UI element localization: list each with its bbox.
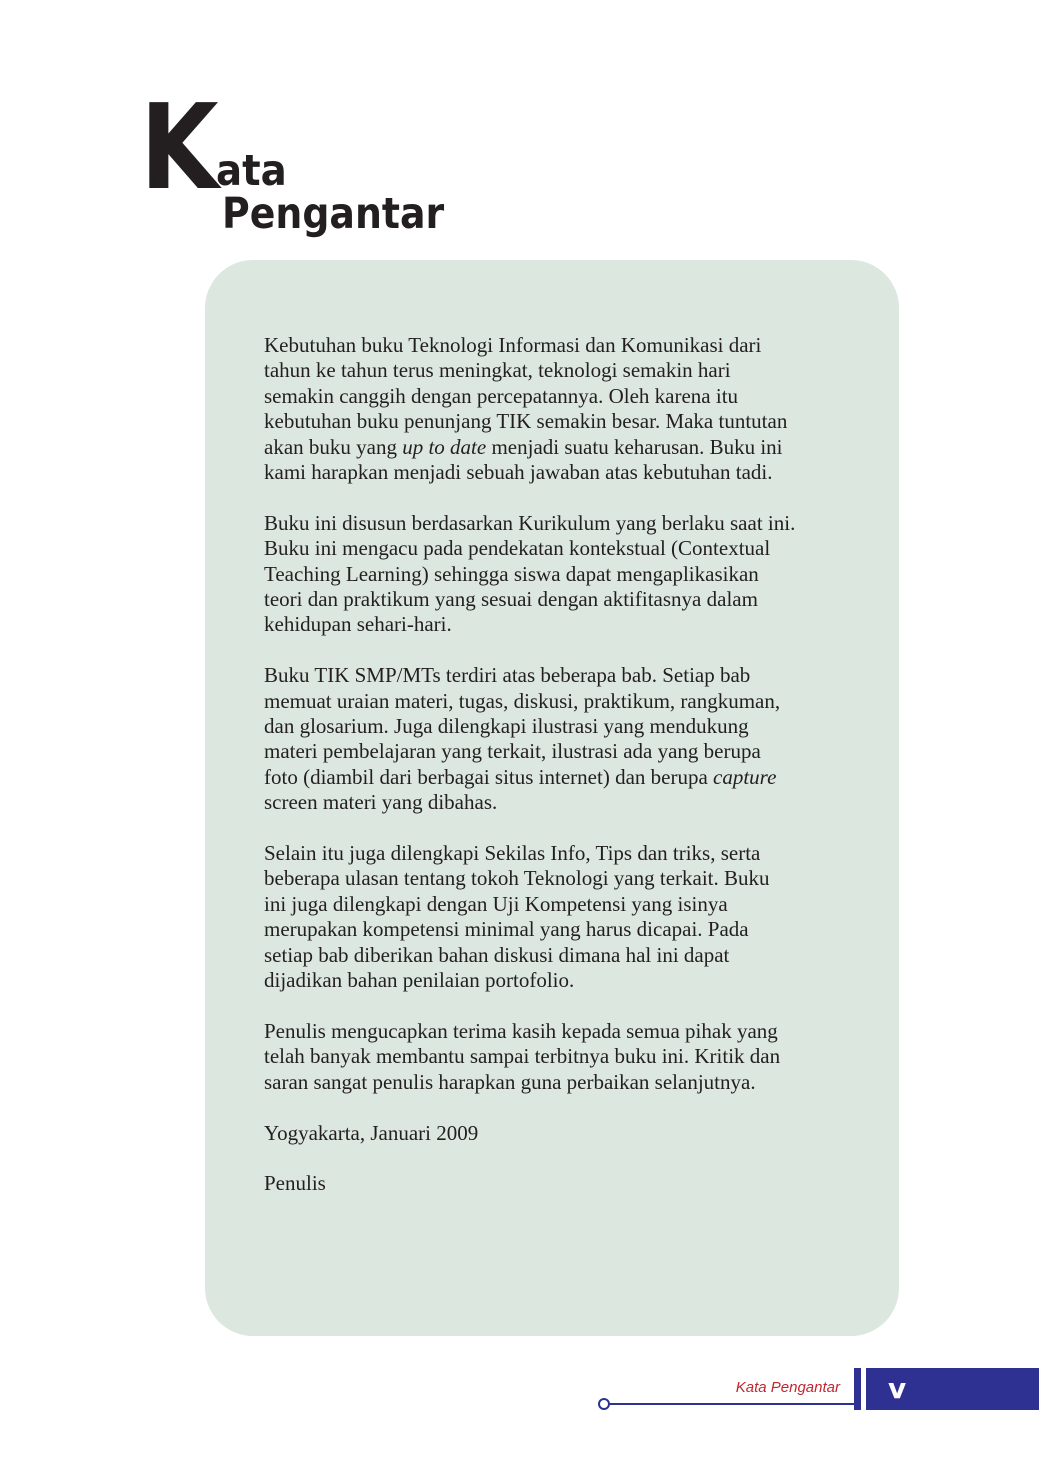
text-line — [264, 1019, 864, 1044]
footer-rule-endpoint — [598, 1398, 610, 1410]
text-segment: saran sangat penulis harapkan guna perbaikan selanjutnya. — [264, 1069, 756, 1094]
text-segment: merupakan kompetensi minimal yang harus dicapai. Pada — [264, 917, 749, 942]
text-line — [264, 511, 864, 536]
text-segment: tahun ke tahun terus meningkat, teknologi semakin hari — [264, 358, 731, 383]
text-line — [264, 587, 864, 612]
text-segment: foto (diambil dari berbagai situs internet) dan berupa — [264, 764, 714, 789]
text-line — [264, 435, 864, 460]
text-segment: menjadi suatu keharusan. Buku ini — [486, 434, 783, 459]
text-line — [264, 689, 864, 714]
page-number: v — [888, 1372, 907, 1405]
text-segment: kami harapkan menjadi sebuah jawaban atas kebutuhan tadi. — [264, 460, 773, 485]
text-segment: Buku TIK SMP/MTs terdiri atas beberapa bab. Setiap bab — [264, 663, 751, 688]
text-segment: screen materi yang dibahas. — [264, 790, 498, 815]
text-line — [264, 460, 864, 485]
chapter-title — [140, 78, 560, 248]
text-segment: telah banyak membantu sampai terbitnya buku ini. Kritik dan — [264, 1044, 781, 1069]
paragraph — [264, 1019, 864, 1095]
text-line — [264, 943, 864, 968]
text-line — [264, 968, 864, 993]
text-segment: Yogyakarta, Januari 2009 — [264, 1120, 479, 1145]
text-segment: kehidupan sehari-hari. — [264, 612, 452, 637]
text-line — [264, 714, 864, 739]
text-line — [264, 892, 864, 917]
paragraph — [264, 1171, 864, 1196]
text-segment: dan glosarium. Juga dilengkapi ilustrasi yang mendukung — [264, 714, 749, 739]
text-line — [264, 866, 864, 891]
text-line — [264, 790, 864, 815]
text-line — [264, 409, 864, 434]
text-line — [264, 841, 864, 866]
footer-rule — [604, 1403, 855, 1405]
text-line — [264, 536, 864, 561]
text-segment: memuat uraian materi, tugas, diskusi, praktikum, rangkuman, — [264, 688, 781, 713]
text-segment: dijadikan bahan penilaian portofolio. — [264, 968, 575, 993]
paragraph — [264, 333, 864, 485]
text-segment: akan buku yang — [264, 434, 403, 459]
text-segment: Teaching Learning) sehingga siswa dapat mengaplikasikan — [264, 561, 759, 586]
title-second-word: Pengantar — [222, 189, 445, 239]
text-line — [264, 612, 864, 637]
text-segment: Penulis — [264, 1171, 326, 1196]
footer-accent-bar — [854, 1368, 861, 1410]
paragraph — [264, 841, 864, 993]
text-line — [264, 1121, 864, 1146]
text-line — [264, 1070, 864, 1095]
paragraph — [264, 1121, 864, 1146]
italic-term: up to date — [402, 434, 487, 459]
text-line — [264, 739, 864, 764]
text-line — [264, 358, 864, 383]
text-line — [264, 1171, 864, 1196]
text-segment: teori dan praktikum yang sesuai dengan aktifitasnya dalam — [264, 587, 758, 612]
text-segment: Buku ini mengacu pada pendekatan kontekstual (Contextual — [264, 536, 771, 561]
text-segment: ini juga dilengkapi dengan Uji Kompetensi yang isinya — [264, 891, 728, 916]
text-line — [264, 917, 864, 942]
italic-term: capture — [713, 764, 777, 789]
text-segment: Penulis mengucapkan terima kasih kepada semua pihak yang — [264, 1018, 778, 1043]
text-line — [264, 765, 864, 790]
paragraph — [264, 663, 864, 815]
text-line — [264, 1044, 864, 1069]
text-segment: Buku ini disusun berdasarkan Kurikulum yang berlaku saat ini. — [264, 510, 796, 535]
text-segment: Kebutuhan buku Teknologi Informasi dan Komunikasi dari — [264, 333, 762, 357]
text-line — [264, 562, 864, 587]
title-first-word-rest: ata — [216, 146, 287, 196]
text-line — [264, 663, 864, 688]
text-line — [264, 333, 864, 358]
paragraph — [264, 511, 864, 638]
footer-section-label: Kata Pengantar — [735, 1379, 840, 1396]
preface-body — [264, 333, 864, 1222]
text-segment: materi pembelajaran yang terkait, ilustrasi ada yang berupa — [264, 739, 761, 764]
text-segment: beberapa ulasan tentang tokoh Teknologi yang terkait. Buku — [264, 866, 770, 891]
text-segment: semakin canggih dengan percepatannya. Oleh karena itu — [264, 383, 739, 408]
title-initial: K — [140, 78, 219, 216]
text-line — [264, 384, 864, 409]
text-segment: setiap bab diberikan bahan diskusi dimana hal ini dapat — [264, 942, 730, 967]
text-segment: kebutuhan buku penunjang TIK semakin besar. Maka tuntutan — [264, 409, 788, 434]
text-segment: Selain itu juga dilengkapi Sekilas Info, Tips dan triks, serta — [264, 841, 761, 866]
